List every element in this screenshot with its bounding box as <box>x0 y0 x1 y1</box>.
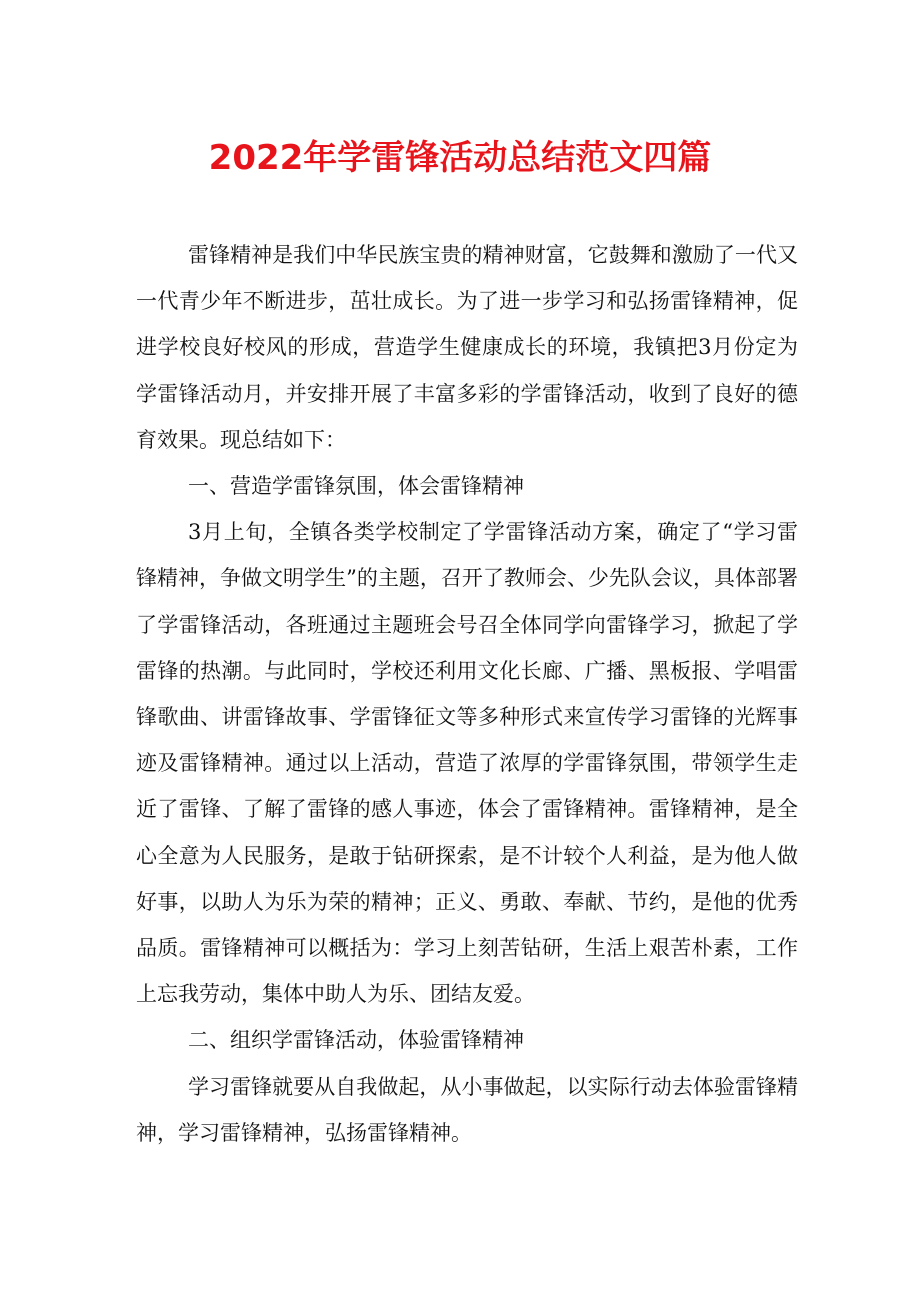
paragraph-section-1: 3月上旬，全镇各类学校制定了学雷锋活动方案，确定了“学习雷锋精神，争做文明学生”的主题，召开了教师会、少先队会议，具体部署了学雷锋活动，各班通过主题班会号召全体同学向雷锋学习，掀起了学雷锋的热潮。与此同时，学校还利用文化长廊、广播、黑板报、学唱雷锋歌曲、讲雷锋故事、学雷锋征文等多种形式来宣传学习雷锋的光辉事迹及雷锋精神。通过以上活动，营造了浓厚的学雷锋氛围，带领学生走近了雷锋、了解了雷锋的感人事迹，体会了雷锋精神。雷锋精神，是全心全意为人民服务，是敢于钻研探索，是不计较个人利益，是为他人做好事，以助人为乐为荣的精神；正义、勇敢、奉献、节约，是他的优秀品质。雷锋精神可以概括为：学习上刻苦钻研，生活上艰苦朴素，工作上忘我劳动，集体中助人为乐、团结友爱。 <box>136 520 798 1007</box>
section-heading-1: 一、营造学雷锋氛围，体会雷锋精神 <box>188 474 524 499</box>
document-body <box>136 232 798 1156</box>
paragraph-intro: 雷锋精神是我们中华民族宝贵的精神财富，它鼓舞和激励了一代又一代青少年不断进步，茁壮成长。为了进一步学习和弘扬雷锋精神，促进学校良好校风的形成，营造学生健康成长的环境，我镇把3月份定为学雷锋活动月，并安排开展了丰富多彩的学雷锋活动，收到了良好的德育效果。现总结如下： <box>136 243 798 452</box>
section-heading-2: 二、组织学雷锋活动，体验雷锋精神 <box>188 1028 524 1053</box>
paragraph-section-2: 学习雷锋就要从自我做起，从小事做起，以实际行动去体验雷锋精神，学习雷锋精神，弘扬雷锋精神。 <box>136 1074 798 1145</box>
document-title: 2022年学雷锋活动总结范文四篇 <box>208 138 712 178</box>
